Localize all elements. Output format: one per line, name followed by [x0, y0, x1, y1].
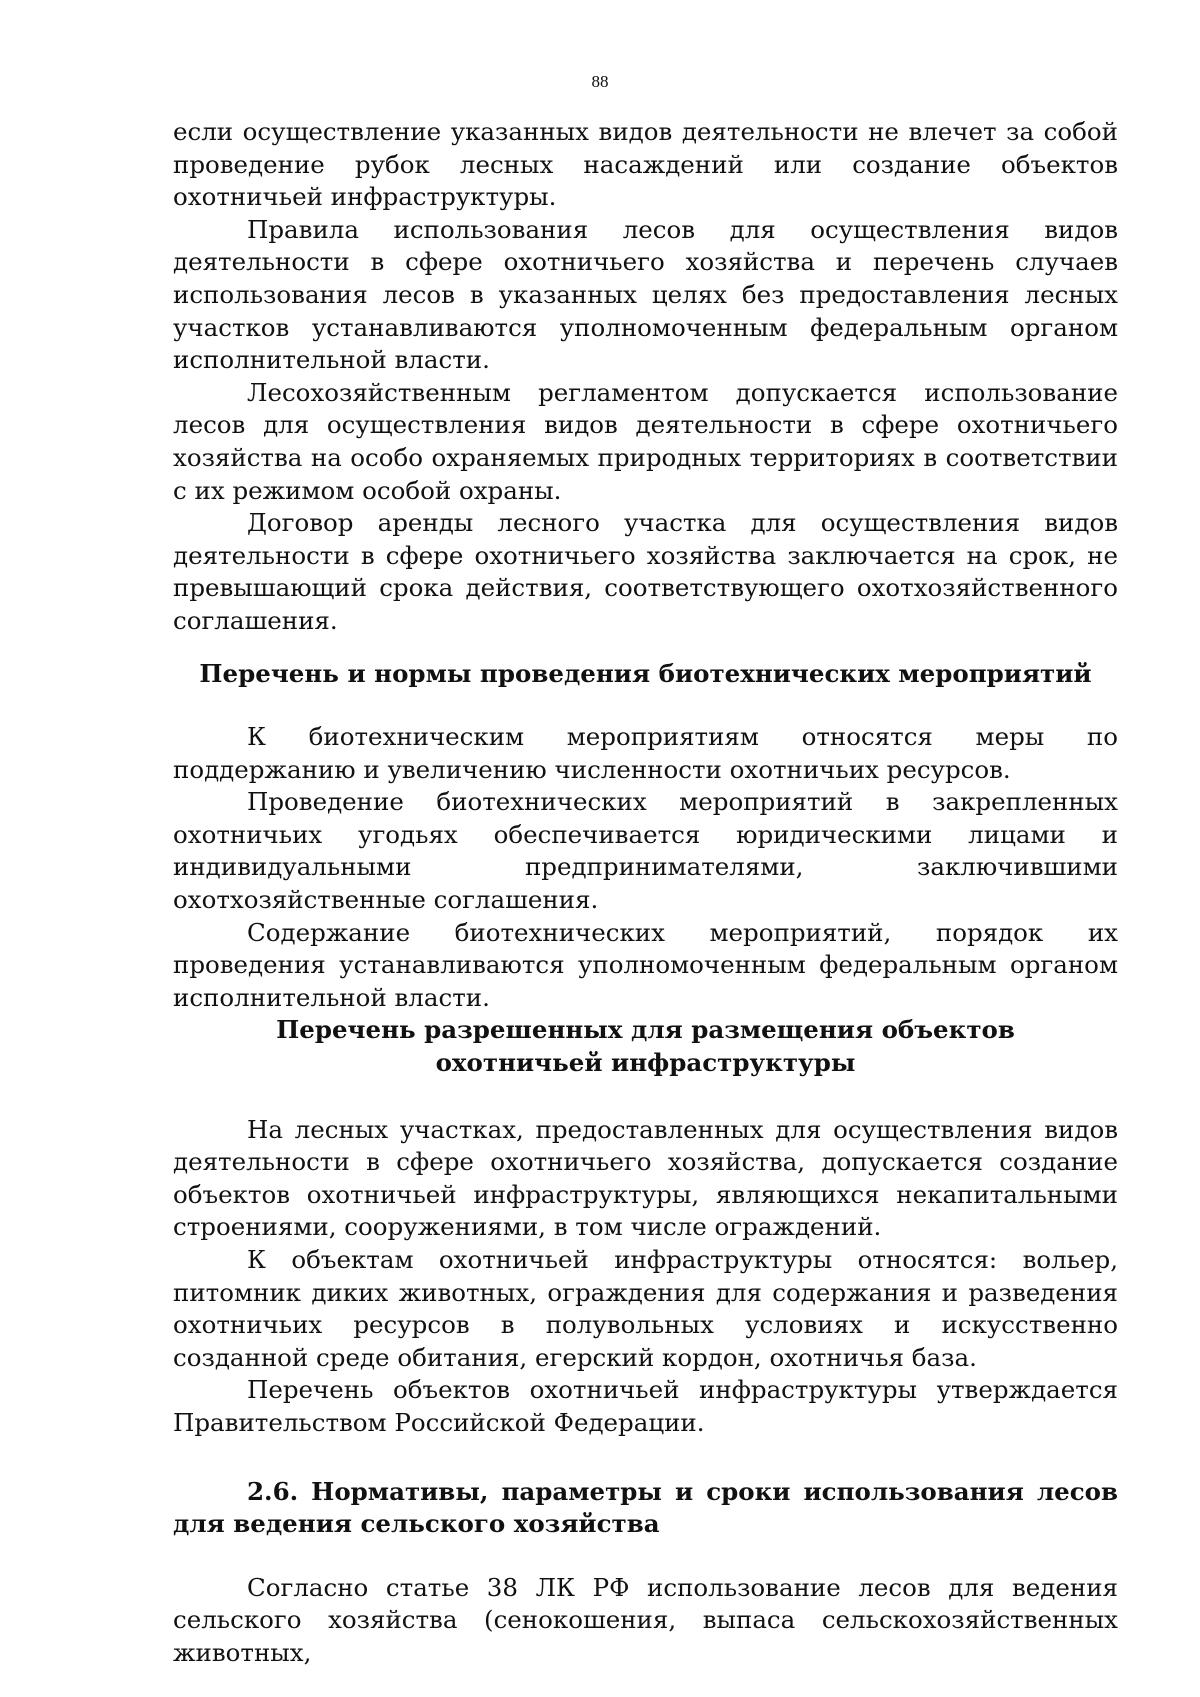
heading-biotechnical-measures: Перечень и нормы проведения биотехнических мероприятий [199, 658, 1092, 688]
paragraph-biotechnical-definition: К биотехническим мероприятиям относятся меры по поддержанию и увеличению численности охотничьих ресурсов. [173, 722, 1118, 784]
heading-hunting-infrastructure-list [173, 1014, 1118, 1079]
paragraph-lease-term: Договор аренды лесного участка для осуществления видов деятельности в сфере охотничьего хозяйства заключается на срок, не превышающий срока действия, соответствующего охотхозяйственного соглашения. [173, 508, 1118, 635]
paragraph-biotechnical-content: Содержание биотехнических мероприятий, порядок их проведения устанавливаются уполномоченным федеральным органом исполнительной власти. [173, 917, 1118, 1012]
paragraph-infrastructure-allowed: На лесных участках, предоставленных для осуществления видов деятельности в сфере охотничьего хозяйства, допускается создание объектов охотничьей инфраструктуры, являющихся некапитальными строениями, сооружениями, в том числе ограждений. [173, 1114, 1118, 1242]
page-number: 88 [591, 72, 609, 91]
document-body [173, 116, 1118, 1670]
paragraph-infrastructure-approval: Перечень объектов охотничьей инфраструктуры утверждается Правительством Российской Федерации. [173, 1375, 1118, 1437]
paragraph-hunting-forest-use-rules: Правила использования лесов для осуществления видов деятельности в сфере охотничьего хозяйства и перечень случаев использования лесов в указанных целях без предоставления лесных участков устанавливаются уполномоченным федеральным органом исполнительной власти. [173, 214, 1118, 375]
heading-section-2-6: 2.6. Нормативы, параметры и сроки использования лесов для ведения сельского хозяйства [173, 1476, 1118, 1539]
paragraph-infrastructure-objects: К объектам охотничьей инфраструктуры относятся: вольер, питомник диких животных, ограждения для содержания и разведения охотничьих ресурсов в полувольных условиях и искусственно созданной среде обитания, егерский кордон, охотничья база. [173, 1245, 1118, 1372]
paragraph-protected-territories: Лесохозяйственным регламентом допускается использование лесов для осуществления видов деятельности в сфере охотничьего хозяйства на особо охраняемых природных территориях в соответствии с их режимом особой охраны. [173, 377, 1118, 505]
heading-line-2: охотничьей инфраструктуры [435, 1048, 856, 1078]
paragraph-continuation: если осуществление указанных видов деятельности не влечет за собой проведение рубок лесных насаждений или создание объектов охотничьей инфраструктуры. [173, 117, 1118, 212]
heading-line-1: Перечень разрешенных для размещения объектов [276, 1015, 1015, 1045]
paragraph-agriculture-article-38: Согласно статье 38 ЛК РФ использование лесов для ведения сельского хозяйства (сенокошения, выпаса сельскохозяйственных животных, [173, 1572, 1118, 1667]
paragraph-biotechnical-responsibility: Проведение биотехнических мероприятий в закрепленных охотничьих угодьях обеспечивается юридическими лицами и индивидуальными предпринимателями, заключившими охотхозяйственные соглашения. [173, 787, 1118, 915]
